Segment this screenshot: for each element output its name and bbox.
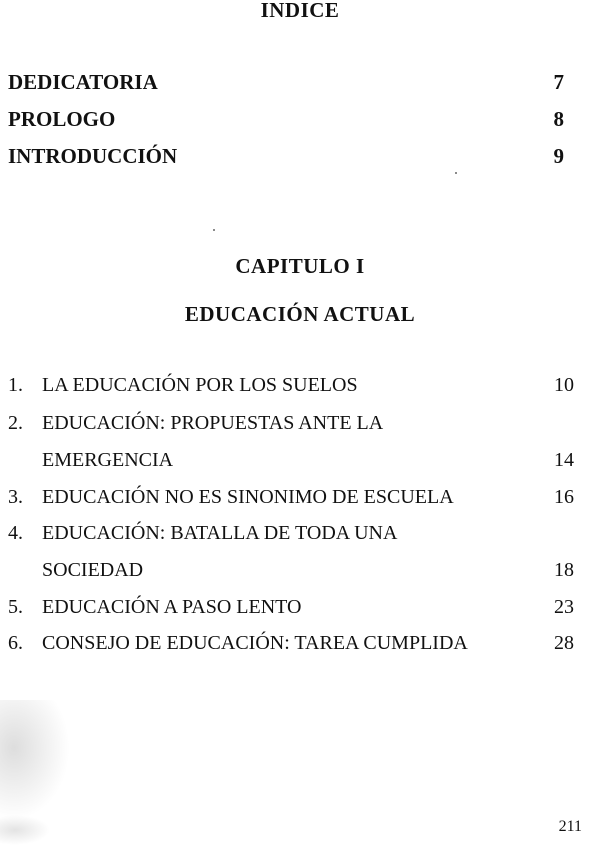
toc-front-introduccion[interactable] [8, 142, 564, 170]
toc-front-dedicatoria[interactable] [8, 68, 564, 96]
chapter-label: CAPITULO I [235, 254, 365, 278]
toc-entry-number: 2. [8, 412, 23, 434]
toc-entry-2-continued[interactable] [8, 445, 574, 475]
toc-entry-5[interactable] [8, 592, 574, 622]
toc-entry-title: CONSEJO DE EDUCACIÓN: TAREA CUMPLIDA [42, 632, 468, 654]
toc-entry-title: EDUCACIÓN: PROPUESTAS ANTE LA [42, 412, 384, 434]
toc-entry-4-continued[interactable] [8, 555, 574, 585]
scan-speck [455, 172, 457, 174]
toc-entry-4[interactable] [8, 518, 574, 548]
toc-page-number: 28 [554, 632, 574, 654]
toc-page-number: 9 [553, 144, 564, 168]
page-title: INDICE [260, 0, 340, 22]
toc-label: INTRODUCCIÓN [8, 144, 178, 168]
toc-entry-number: 1. [8, 374, 23, 396]
toc-front-prologo[interactable] [8, 105, 564, 133]
toc-entry-title: EDUCACIÓN A PASO LENTO [42, 596, 302, 618]
toc-page-number: 10 [554, 374, 574, 396]
toc-entry-2[interactable] [8, 408, 574, 438]
chapter-title: EDUCACIÓN ACTUAL [184, 302, 416, 326]
toc-label: PROLOGO [8, 107, 116, 131]
toc-page-number: 8 [553, 107, 564, 131]
toc-entry-title: EDUCACIÓN NO ES SINONIMO DE ESCUELA [42, 486, 454, 508]
toc-entry-number: 6. [8, 632, 23, 654]
toc-entry-title: LA EDUCACIÓN POR LOS SUELOS [42, 374, 358, 396]
scan-speck [213, 229, 215, 231]
toc-page-number: 7 [553, 70, 564, 94]
page-number: 211 [558, 818, 582, 835]
toc-page-number: 14 [554, 449, 574, 471]
scan-smudge [0, 700, 70, 820]
toc-label: DEDICATORIA [8, 70, 158, 94]
scan-smudge [0, 815, 50, 845]
toc-page-number: 23 [554, 596, 574, 618]
toc-page-number: 16 [554, 486, 574, 508]
toc-entry-title-continued: EMERGENCIA [42, 449, 174, 471]
toc-entry-title-continued: SOCIEDAD [42, 559, 144, 581]
toc-entry-6[interactable] [8, 628, 574, 658]
toc-entry-number: 3. [8, 486, 23, 508]
toc-entry-title: EDUCACIÓN: BATALLA DE TODA UNA [42, 522, 398, 544]
toc-entry-3[interactable] [8, 482, 574, 512]
toc-entry-number: 5. [8, 596, 23, 618]
toc-page-number: 18 [554, 559, 574, 581]
toc-entry-1[interactable] [8, 370, 574, 400]
toc-entry-number: 4. [8, 522, 23, 544]
